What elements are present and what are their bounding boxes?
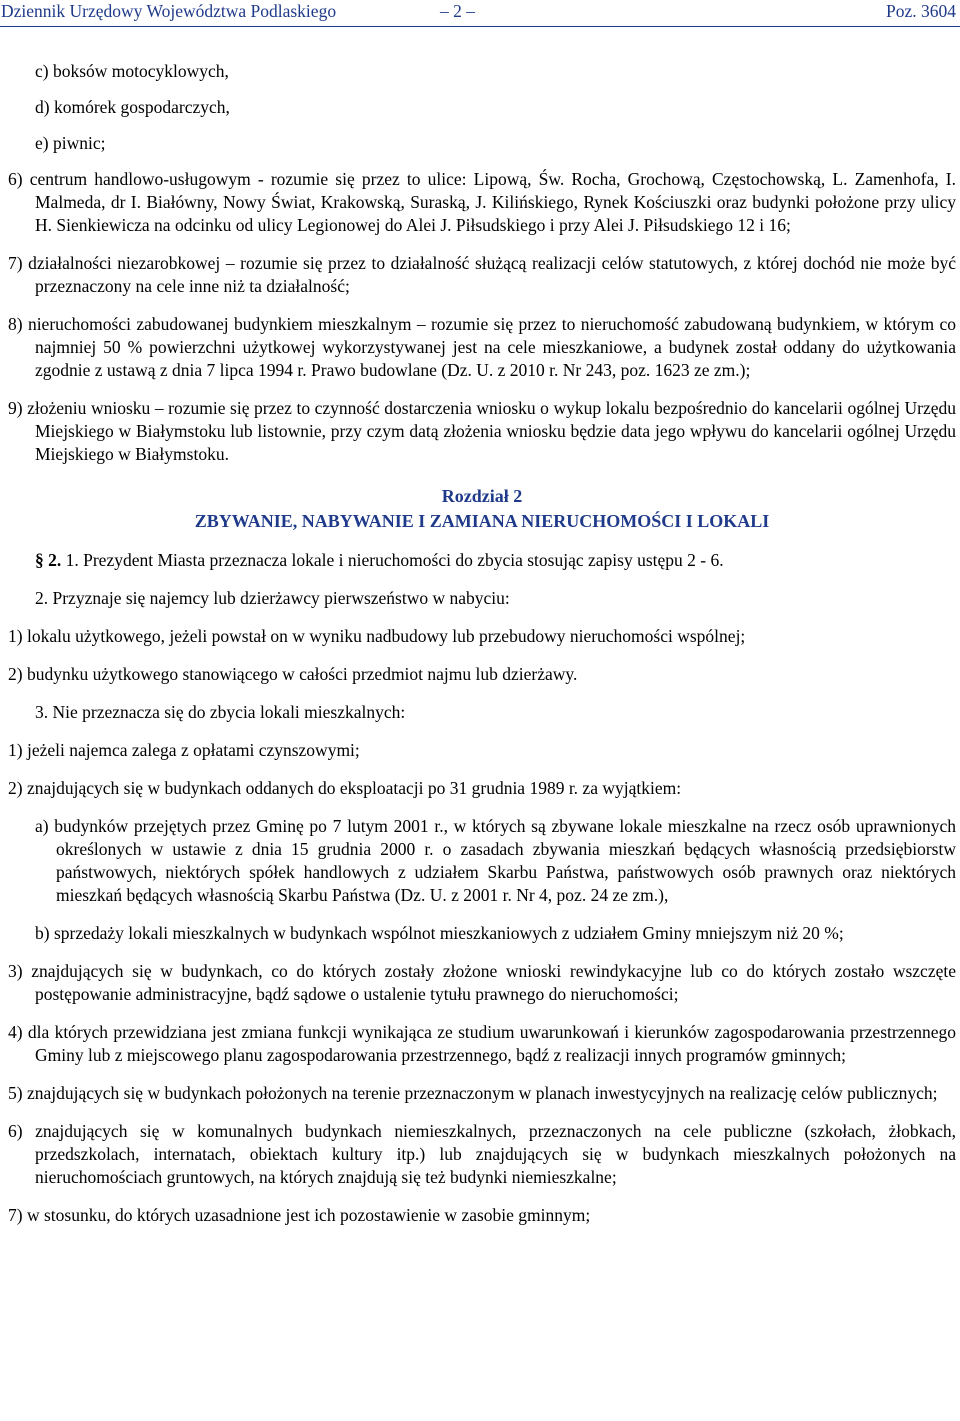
page-header xyxy=(0,0,960,22)
page-number: – 2 – xyxy=(440,1,475,21)
para-3-item-4: 4) dla których przewidziana jest zmiana funkcji wynikająca ze studium uwarunkowań i kierunków zagospodarowania przestrzennego Gminy lub z miejscowego planu zagospodarowania przestrzennego, bądź z realizacji innych programów gminnych; xyxy=(8,1022,956,1065)
para-3-item-2: 2) znajdujących się w budynkach oddanych do eksploatacji po 31 grudnia 1989 r. za wyjątkiem: xyxy=(8,778,682,798)
position-number: Poz. 3604 xyxy=(886,1,956,21)
para-2-item-2: 2) budynku użytkowego stanowiącego w całości przedmiot najmu lub dzierżawy. xyxy=(8,664,578,684)
section-2-para-1-text: 1. Prezydent Miasta przeznacza lokale i nieruchomości do zbycia stosując zapisy ustępu 2 - 6. xyxy=(65,550,724,570)
para-3-item-1: 1) jeżeli najemca zalega z opłatami czynszowymi; xyxy=(8,740,360,760)
para-2-item-1: 1) lokalu użytkowego, jeżeli powstał on w wyniku nadbudowy lub przebudowy nieruchomości wspólnej; xyxy=(8,626,746,646)
para-3-item-2-b: b) sprzedaży lokali mieszkalnych w budynkach wspólnot mieszkaniowych z udziałem Gminy mniejszym niż 20 %; xyxy=(35,923,844,943)
list-item-c: c) boksów motocyklowych, xyxy=(35,61,229,81)
section-2-para-3: 3. Nie przeznacza się do zbycia lokali mieszkalnych: xyxy=(35,702,406,722)
chapter-label: Rozdział 2 xyxy=(441,486,523,506)
list-item-e: e) piwnic; xyxy=(35,133,106,153)
header-rule xyxy=(0,26,960,27)
journal-title: Dziennik Urzędowy Województwa Podlaskiego xyxy=(1,1,337,21)
definition-9: 9) złożeniu wniosku – rozumie się przez to czynność dostarczenia wniosku o wykup lokalu bezpośrednio do kancelarii ogólnej Urzędu Miejskiego w Białymstoku lub listownie, przy czym datą złożenia wniosku będzie data jego wpływu do kancelarii ogólnej Urzędu Miejskiego w Białymstoku. xyxy=(8,398,956,464)
list-item-d: d) komórek gospodarczych, xyxy=(35,97,230,117)
section-2-para-1 xyxy=(8,549,956,572)
section-number: § 2. xyxy=(35,550,62,570)
para-3-item-2-a: a) budynków przejętych przez Gminę po 7 lutym 2001 r., w których są zbywane lokale mieszkalne na rzecz osób uprawnionych określonych w ustawie z dnia 15 grudnia 2000 r. o zasadach zbywania mieszkań będących własnością przedsiębiorstw państwowych, niektórych spółek handlowych z udziałem Skarbu Państwa, państwowych osób prawnych oraz niektórych mieszkań będących własnością Skarbu Państwa (Dz. U. z 2001 r. Nr 4, poz. 24 ze zm.), xyxy=(35,816,956,905)
definition-8: 8) nieruchomości zabudowanej budynkiem mieszkalnym – rozumie się przez to nieruchomość zabudowaną budynkiem, w którym co najmniej 50 % powierzchni użytkowej wykorzystywanej jest na cele mieszkaniowe, a budynek został oddany do użytkowania zgodnie z ustawą z dnia 7 lipca 1994 r. Prawo budowlane (Dz. U. z 2010 r. Nr 243, poz. 1623 ze zm.); xyxy=(8,314,956,380)
para-3-item-3: 3) znajdujących się w budynkach, co do których zostały złożone wnioski rewindykacyjne lub co do których zostało wszczęte postępowanie administracyjne, bądź sądowe o ustalenie tytułu prawnego do nieruchomości; xyxy=(8,961,956,1004)
para-3-item-5: 5) znajdujących się w budynkach położonych na terenie przeznaczonym w planach inwestycyjnych na realizację celów publicznych; xyxy=(8,1083,938,1103)
chapter-title: ZBYWANIE, NABYWANIE I ZAMIANA NIERUCHOMOŚCI I LOKALI xyxy=(194,511,770,531)
definition-6: 6) centrum handlowo-usługowym - rozumie się przez to ulice: Lipową, Św. Rocha, Grochową, Częstochowską, L. Zamenhofa, I. Malmeda, dr I. Białówny, Nowy Świat, Krakowską, Suraską, J. Kilińskiego, Rynek Kościuszki oraz budynki położone przy ulicy H. Sienkiewicza na odcinku od ulicy Legionowej do Alei J. Piłsudskiego i przy Alei J. Piłsudskiego 12 i 16; xyxy=(8,169,956,235)
document-body xyxy=(8,60,956,1227)
para-3-item-6: 6) znajdujących się w komunalnych budynkach niemieszkalnych, przeznaczonych na cele publiczne (szkołach, żłobkach, przedszkolach, internatach, obiektach kultury itp.) lub znajdujących się w budynkach mieszkalnych położonych na nieruchomościach gruntowych, na których znajdują się też budynki niemieszkalne; xyxy=(8,1121,956,1187)
definition-7: 7) działalności niezarobkowej – rozumie się przez to działalność służącą realizacji celów statutowych, z której dochód nie może być przeznaczony na cele inne niż ta działalność; xyxy=(8,253,956,296)
section-2-para-2: 2. Przyznaje się najemcy lub dzierżawcy pierwszeństwo w nabyciu: xyxy=(35,588,510,608)
para-3-item-7: 7) w stosunku, do których uzasadnione jest ich pozostawienie w zasobie gminnym; xyxy=(8,1205,591,1225)
